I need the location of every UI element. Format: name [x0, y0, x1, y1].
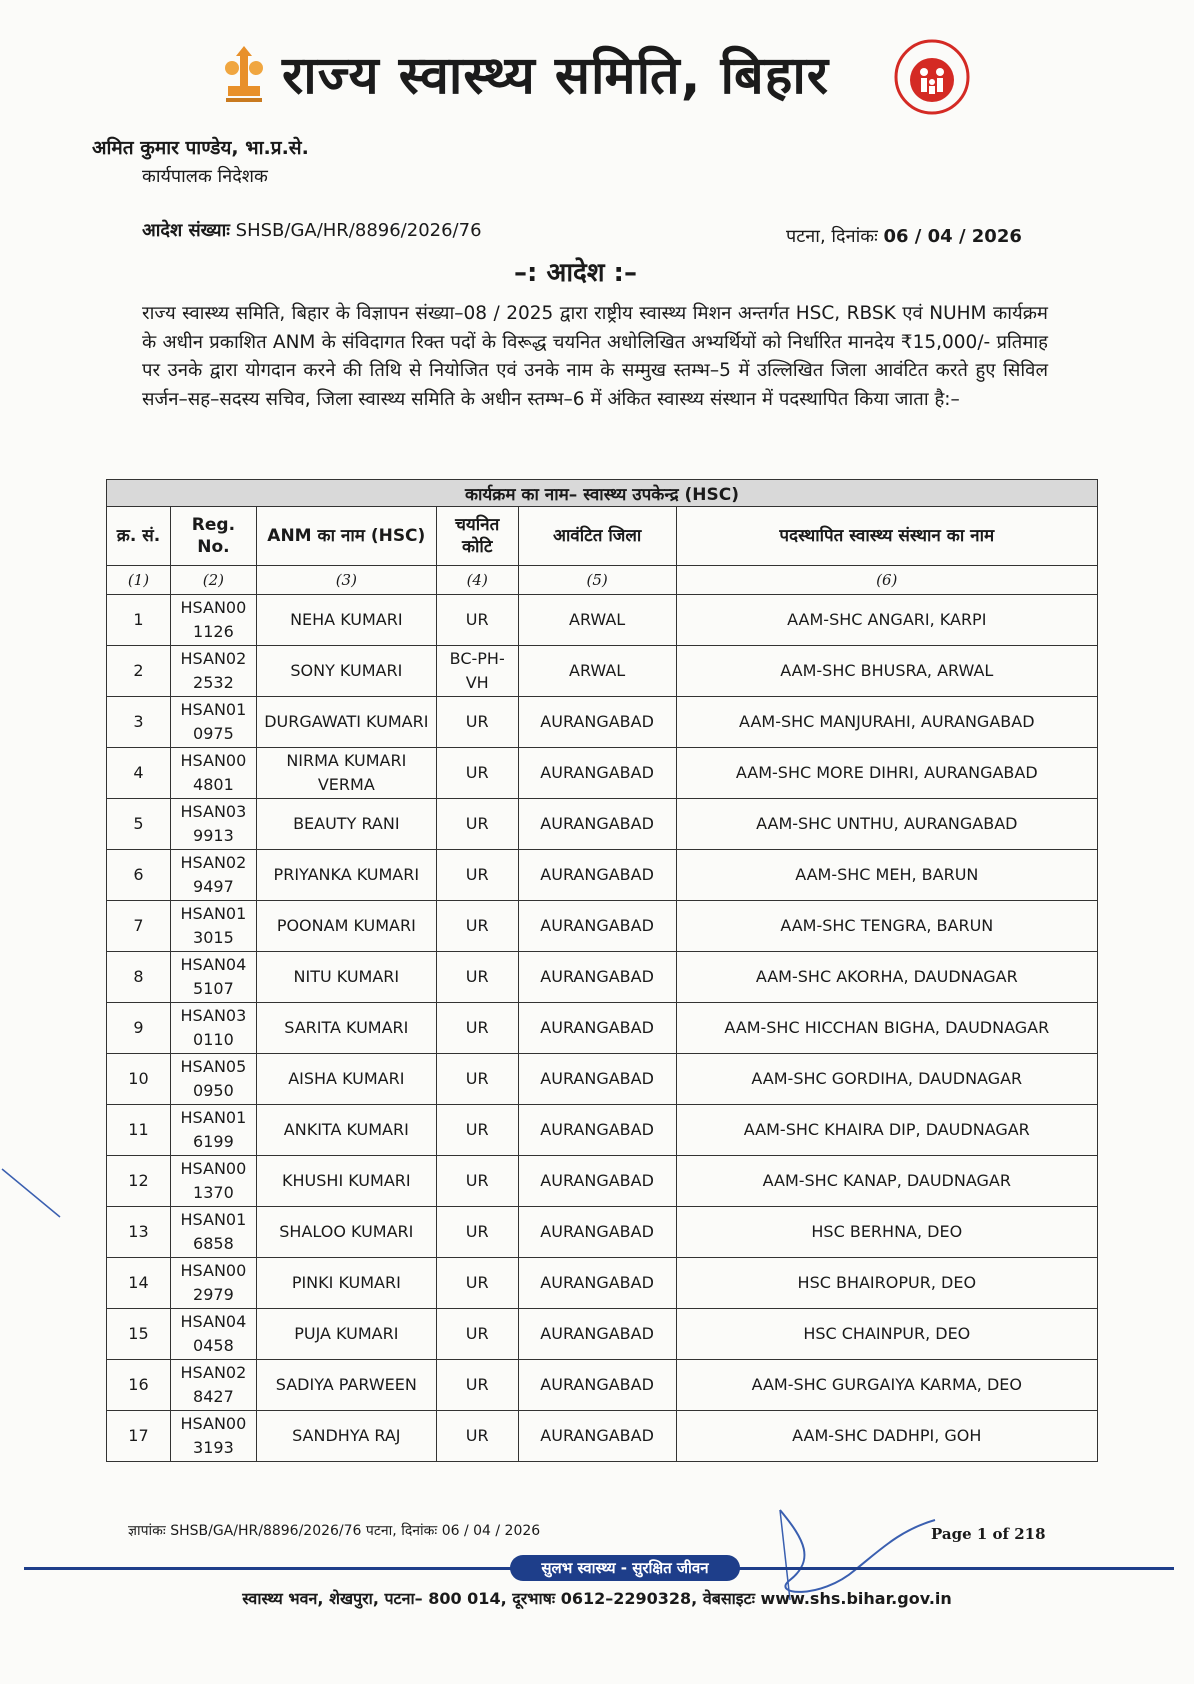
table-row [107, 697, 1098, 748]
row-category: UR [436, 697, 518, 748]
row-category: UR [436, 1207, 518, 1258]
row-category: UR [436, 1411, 518, 1462]
row-reg-no: HSAN01 6199 [170, 1105, 256, 1156]
header-institution: पदस्थापित स्वास्थ्य संस्थान का नाम [676, 507, 1097, 566]
row-anm-name: NITU KUMARI [256, 952, 436, 1003]
row-reg-no: HSAN00 1126 [170, 595, 256, 646]
row-district: AURANGABAD [518, 952, 676, 1003]
row-reg-no: HSAN03 9913 [170, 799, 256, 850]
row-category: UR [436, 595, 518, 646]
row-anm-name: SARITA KUMARI [256, 1003, 436, 1054]
order-number-value: SHSB/GA/HR/8896/2026/76 [235, 220, 482, 241]
order-paragraph: राज्य स्वास्थ्य समिति, बिहार के विज्ञापन संख्या–08 / 2025 द्वारा राष्ट्रीय स्वास्थ्य मिशन अन्तर्गत HSC, RBSK एवं NUHM कार्यक्रम के अधीन प्रकाशित ANM के संविदागत रिक्त पदों के विरूद्ध चयनित अधोलिखित अभ्यर्थियों को निर्धारित मानदेय ₹15,000/- प्रतिमाह पर उनके द्वारा योगदान करने की तिथि से नियोजित एवं उनके नाम के सम्मुख स्तम्भ–5 में उल्लिखित जिला आवंटित करते हुए सिविल सर्जन–सह–सदस्य सचिव, जिला स्वास्थ्य समिति के अधीन स्तम्भ–6 में अंकित स्वास्थ्य संस्थान में पदस्थापित किया जाता है:– [142, 303, 1048, 410]
row-anm-name: SADIYA PARWEEN [256, 1360, 436, 1411]
row-category: UR [436, 1003, 518, 1054]
row-district: AURANGABAD [518, 697, 676, 748]
table-row [107, 850, 1098, 901]
row-anm-name: PRIYANKA KUMARI [256, 850, 436, 901]
letterhead [0, 34, 1194, 114]
row-reg-no: HSAN00 2979 [170, 1258, 256, 1309]
header-district: आवंटित जिला [518, 507, 676, 566]
row-district: AURANGABAD [518, 799, 676, 850]
row-category: UR [436, 952, 518, 1003]
programme-name: कार्यक्रम का नाम– स्वास्थ्य उपकेन्द्र (HSC) [107, 480, 1098, 507]
nhm-logo-icon [893, 38, 971, 116]
row-district: AURANGABAD [518, 850, 676, 901]
row-district: AURANGABAD [518, 1309, 676, 1360]
row-institution: AAM-SHC HICCHAN BIGHA, DAUDNAGAR [676, 1003, 1097, 1054]
table-row [107, 1054, 1098, 1105]
row-anm-name: PUJA KUMARI [256, 1309, 436, 1360]
row-category: UR [436, 1360, 518, 1411]
row-sn: 1 [107, 595, 171, 646]
table-row [107, 646, 1098, 697]
row-reg-no: HSAN02 8427 [170, 1360, 256, 1411]
page-number: Page 1 of 218 [931, 1525, 1046, 1543]
row-sn: 7 [107, 901, 171, 952]
row-sn: 16 [107, 1360, 171, 1411]
officer-title: कार्यपालक निदेशक [142, 166, 268, 187]
row-anm-name: DURGAWATI KUMARI [256, 697, 436, 748]
row-district: AURANGABAD [518, 1156, 676, 1207]
officer-name: अमित कुमार पाण्डेय, भा.प्र.से. [92, 137, 309, 159]
row-reg-no: HSAN01 0975 [170, 697, 256, 748]
col-number: (6) [676, 566, 1097, 595]
row-sn: 4 [107, 748, 171, 799]
row-reg-no: HSAN04 5107 [170, 952, 256, 1003]
row-institution: AAM-SHC ANGARI, KARPI [676, 595, 1097, 646]
col-number: (3) [256, 566, 436, 595]
row-sn: 13 [107, 1207, 171, 1258]
footer-address: स्वास्थ्य भवन, शेखपुरा, पटना– 800 014, दूरभाषः 0612–2290328, वेबसाइटः www.shs.bihar.gov.in [242, 1589, 952, 1608]
row-sn: 3 [107, 697, 171, 748]
row-sn: 11 [107, 1105, 171, 1156]
row-sn: 5 [107, 799, 171, 850]
row-district: AURANGABAD [518, 1105, 676, 1156]
row-district: ARWAL [518, 646, 676, 697]
order-heading: –: आदेश :– [514, 258, 637, 288]
table-row [107, 1309, 1098, 1360]
row-institution: AAM-SHC GURGAIYA KARMA, DEO [676, 1360, 1097, 1411]
row-category: UR [436, 1054, 518, 1105]
row-reg-no: HSAN04 0458 [170, 1309, 256, 1360]
row-district: AURANGABAD [518, 1003, 676, 1054]
table-row [107, 748, 1098, 799]
row-institution: AAM-SHC MEH, BARUN [676, 850, 1097, 901]
header-category: चयनित कोटि [436, 507, 518, 566]
row-sn: 12 [107, 1156, 171, 1207]
footer-reference: ज्ञापांकः SHSB/GA/HR/8896/2026/76 पटना, दिनांकः 06 / 04 / 2026 [128, 1523, 541, 1539]
row-anm-name: ANKITA KUMARI [256, 1105, 436, 1156]
row-reg-no: HSAN03 0110 [170, 1003, 256, 1054]
table-row [107, 1411, 1098, 1462]
row-reg-no: HSAN00 4801 [170, 748, 256, 799]
row-category: UR [436, 850, 518, 901]
row-anm-name: SONY KUMARI [256, 646, 436, 697]
appointment-table [106, 479, 1098, 1462]
row-institution: AAM-SHC UNTHU, AURANGABAD [676, 799, 1097, 850]
bihar-emblem-icon [222, 42, 266, 104]
row-institution: AAM-SHC TENGRA, BARUN [676, 901, 1097, 952]
row-institution: AAM-SHC KHAIRA DIP, DAUDNAGAR [676, 1105, 1097, 1156]
row-institution: AAM-SHC AKORHA, DAUDNAGAR [676, 952, 1097, 1003]
row-category: UR [436, 1309, 518, 1360]
org-title: राज्य स्वास्थ्य समिति, बिहार [282, 46, 830, 106]
row-reg-no: HSAN01 6858 [170, 1207, 256, 1258]
row-reg-no: HSAN05 0950 [170, 1054, 256, 1105]
row-institution: AAM-SHC GORDIHA, DAUDNAGAR [676, 1054, 1097, 1105]
pen-stroke-mark [0, 1165, 70, 1225]
col-number: (1) [107, 566, 171, 595]
row-sn: 2 [107, 646, 171, 697]
row-reg-no: HSAN02 2532 [170, 646, 256, 697]
row-reg-no: HSAN02 9497 [170, 850, 256, 901]
header-sn: क्र. सं. [107, 507, 171, 566]
row-sn: 9 [107, 1003, 171, 1054]
row-institution: AAM-SHC MORE DIHRI, AURANGABAD [676, 748, 1097, 799]
row-category: UR [436, 799, 518, 850]
row-sn: 14 [107, 1258, 171, 1309]
order-date: 06 / 04 / 2026 [883, 226, 1022, 247]
place-date-label: पटना, दिनांकः [786, 226, 878, 247]
row-anm-name: KHUSHI KUMARI [256, 1156, 436, 1207]
order-number [142, 218, 482, 242]
row-institution: AAM-SHC DADHPI, GOH [676, 1411, 1097, 1462]
row-sn: 17 [107, 1411, 171, 1462]
row-anm-name: POONAM KUMARI [256, 901, 436, 952]
row-category: BC-PH-VH [436, 646, 518, 697]
table-row [107, 1003, 1098, 1054]
row-category: UR [436, 1105, 518, 1156]
row-institution: AAM-SHC MANJURAHI, AURANGABAD [676, 697, 1097, 748]
table-row [107, 1360, 1098, 1411]
table-row [107, 1207, 1098, 1258]
table-body [107, 595, 1098, 1462]
row-sn: 15 [107, 1309, 171, 1360]
row-sn: 8 [107, 952, 171, 1003]
col-number: (5) [518, 566, 676, 595]
row-sn: 10 [107, 1054, 171, 1105]
tagline: सुलभ स्वास्थ्य - सुरक्षित जीवन [510, 1555, 740, 1581]
row-anm-name: SHALOO KUMARI [256, 1207, 436, 1258]
col-number: (2) [170, 566, 256, 595]
row-district: AURANGABAD [518, 901, 676, 952]
row-category: UR [436, 1156, 518, 1207]
header-name: ANM का नाम (HSC) [256, 507, 436, 566]
row-institution: HSC BHAIROPUR, DEO [676, 1258, 1097, 1309]
row-anm-name: AISHA KUMARI [256, 1054, 436, 1105]
row-institution: AAM-SHC KANAP, DAUDNAGAR [676, 1156, 1097, 1207]
place-date [786, 224, 1022, 248]
row-anm-name: SANDHYA RAJ [256, 1411, 436, 1462]
row-district: AURANGABAD [518, 1207, 676, 1258]
row-institution: AAM-SHC BHUSRA, ARWAL [676, 646, 1097, 697]
row-district: AURANGABAD [518, 1258, 676, 1309]
row-district: AURANGABAD [518, 1360, 676, 1411]
order-number-label: आदेश संख्याः [142, 220, 230, 241]
row-anm-name: BEAUTY RANI [256, 799, 436, 850]
row-category: UR [436, 901, 518, 952]
row-reg-no: HSAN00 1370 [170, 1156, 256, 1207]
row-institution: HSC CHAINPUR, DEO [676, 1309, 1097, 1360]
tagline-bar [24, 1555, 1174, 1585]
table-row [107, 1156, 1098, 1207]
table-row [107, 901, 1098, 952]
table-row [107, 1105, 1098, 1156]
header-reg: Reg. No. [170, 507, 256, 566]
row-district: AURANGABAD [518, 1054, 676, 1105]
col-number: (4) [436, 566, 518, 595]
table-row [107, 952, 1098, 1003]
row-institution: HSC BERHNA, DEO [676, 1207, 1097, 1258]
row-category: UR [436, 1258, 518, 1309]
row-district: AURANGABAD [518, 1411, 676, 1462]
row-reg-no: HSAN01 3015 [170, 901, 256, 952]
table-row [107, 1258, 1098, 1309]
row-reg-no: HSAN00 3193 [170, 1411, 256, 1462]
row-anm-name: PINKI KUMARI [256, 1258, 436, 1309]
row-district: AURANGABAD [518, 748, 676, 799]
table-row [107, 799, 1098, 850]
row-category: UR [436, 748, 518, 799]
row-sn: 6 [107, 850, 171, 901]
table-row [107, 595, 1098, 646]
row-anm-name: NIRMA KUMARI VERMA [256, 748, 436, 799]
row-anm-name: NEHA KUMARI [256, 595, 436, 646]
row-district: ARWAL [518, 595, 676, 646]
